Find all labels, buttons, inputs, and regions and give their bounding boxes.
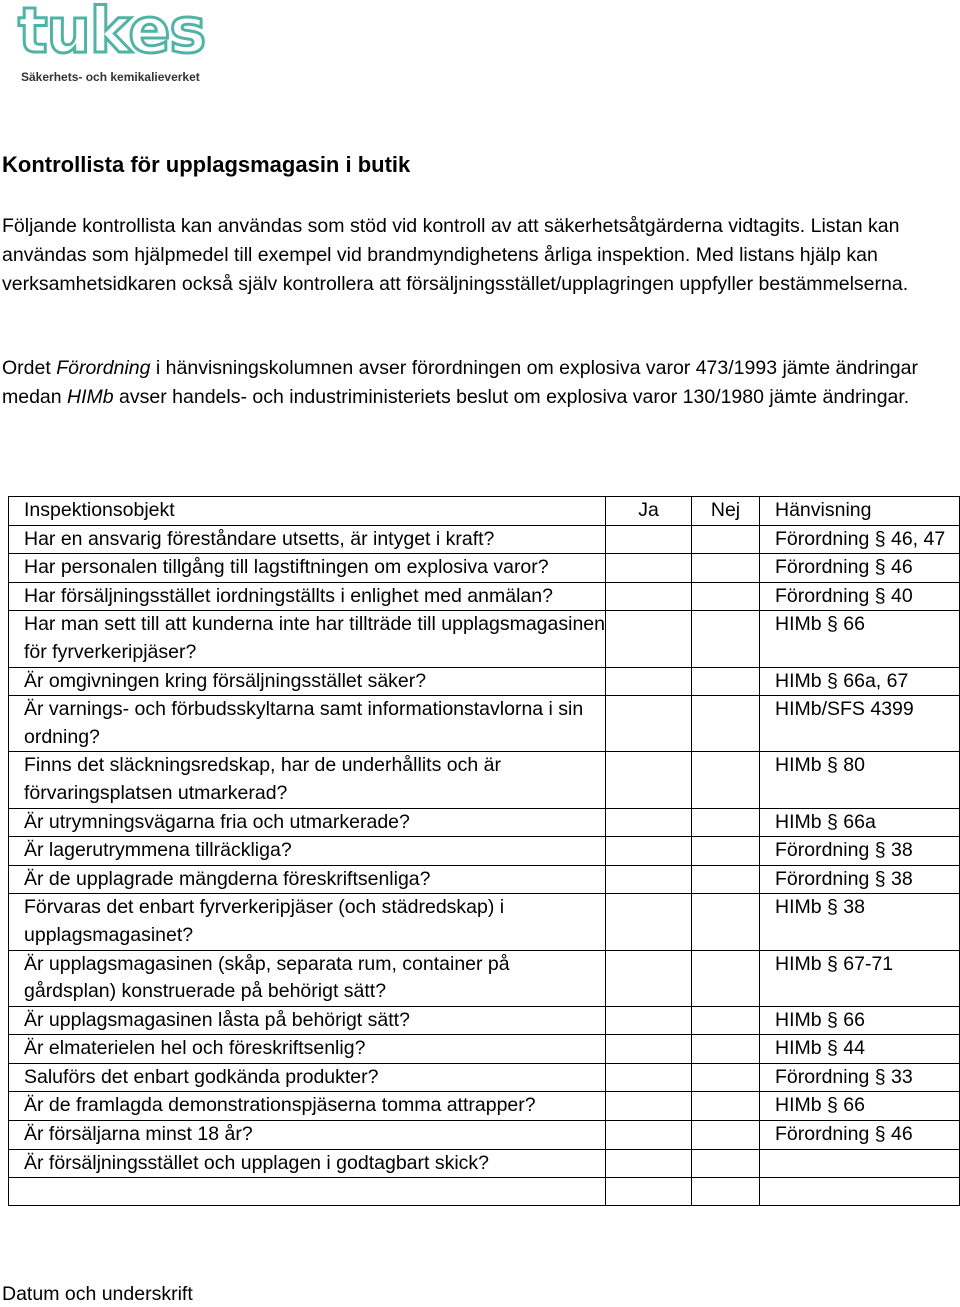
definition-text: avser handels- och industriministeriets beslut om explosiva varor 130/1980 jämte ändringar. xyxy=(113,386,910,408)
reference-cell: Förordning § 40 xyxy=(760,582,960,611)
inspection-item: Har personalen tillgång till lagstiftningen om explosiva varor? xyxy=(9,554,606,583)
table-row xyxy=(9,752,960,808)
table-row xyxy=(9,1006,960,1035)
reference-cell: Förordning § 46 xyxy=(760,1121,960,1150)
inspection-item: Har man sett till att kunderna inte har tillträde till upplagsmagasinen för fyrverkeripjäser? xyxy=(9,611,606,667)
yes-checkbox-cell[interactable] xyxy=(606,1149,692,1178)
no-checkbox-cell[interactable] xyxy=(692,950,760,1006)
yes-checkbox-cell[interactable] xyxy=(606,950,692,1006)
reference-cell: Förordning § 46, 47 xyxy=(760,525,960,554)
signature-label: Datum och underskrift xyxy=(2,1283,193,1305)
inspection-item xyxy=(9,1178,606,1206)
inspection-item: Är de framlagda demonstrationspjäserna tomma attrapper? xyxy=(9,1092,606,1121)
definition-text: Ordet xyxy=(2,357,57,379)
table-row xyxy=(9,667,960,696)
no-checkbox-cell[interactable] xyxy=(692,525,760,554)
definition-text: i hänvisningskolumnen avser förordningen om explosiva varor 473/1993 jämte ändringar medan xyxy=(2,357,918,408)
table-row xyxy=(9,1149,960,1178)
yes-checkbox-cell[interactable] xyxy=(606,1006,692,1035)
table-row xyxy=(9,894,960,950)
no-checkbox-cell[interactable] xyxy=(692,865,760,894)
tukes-logo xyxy=(18,0,206,86)
inspection-item: Är utrymningsvägarna fria och utmarkerade? xyxy=(9,808,606,837)
inspection-item: Är lagerutrymmena tillräckliga? xyxy=(9,837,606,866)
yes-checkbox-cell[interactable] xyxy=(606,837,692,866)
table-row xyxy=(9,554,960,583)
table-row xyxy=(9,808,960,837)
yes-checkbox-cell[interactable] xyxy=(606,554,692,583)
reference-cell: HIMb § 66 xyxy=(760,1006,960,1035)
reference-cell: Förordning § 46 xyxy=(760,554,960,583)
table-row xyxy=(9,837,960,866)
header-no: Nej xyxy=(692,497,760,526)
yes-checkbox-cell[interactable] xyxy=(606,1178,692,1206)
reference-cell: HIMb § 66 xyxy=(760,1092,960,1121)
no-checkbox-cell[interactable] xyxy=(692,582,760,611)
no-checkbox-cell[interactable] xyxy=(692,1149,760,1178)
reference-cell: HIMb § 67-71 xyxy=(760,950,960,1006)
yes-checkbox-cell[interactable] xyxy=(606,582,692,611)
inspection-item: Är elmaterielen hel och föreskriftsenlig? xyxy=(9,1035,606,1064)
inspection-checklist-table xyxy=(8,496,960,1206)
reference-cell: Förordning § 38 xyxy=(760,837,960,866)
reference-cell: HIMb § 80 xyxy=(760,752,960,808)
table-row xyxy=(9,1092,960,1121)
header-item: Inspektionsobjekt xyxy=(9,497,606,526)
term-forordning: Förordning xyxy=(56,357,151,379)
yes-checkbox-cell[interactable] xyxy=(606,525,692,554)
inspection-item: Är upplagsmagasinen (skåp, separata rum, container på gårdsplan) konstruerade på behörigt sätt? xyxy=(9,950,606,1006)
header-reference: Hänvisning xyxy=(760,497,960,526)
reference-cell: HIMb § 66a, 67 xyxy=(760,667,960,696)
no-checkbox-cell[interactable] xyxy=(692,837,760,866)
no-checkbox-cell[interactable] xyxy=(692,554,760,583)
page-title: Kontrollista för upplagsmagasin i butik xyxy=(2,152,411,177)
no-checkbox-cell[interactable] xyxy=(692,611,760,667)
reference-cell: HIMb § 38 xyxy=(760,894,960,950)
yes-checkbox-cell[interactable] xyxy=(606,808,692,837)
table-row xyxy=(9,1035,960,1064)
no-checkbox-cell[interactable] xyxy=(692,752,760,808)
no-checkbox-cell[interactable] xyxy=(692,1063,760,1092)
term-himb: HIMb xyxy=(67,386,114,408)
definition-paragraph xyxy=(2,354,942,412)
reference-cell: HIMb/SFS 4399 xyxy=(760,696,960,752)
inspection-item: Är försäljarna minst 18 år? xyxy=(9,1121,606,1150)
no-checkbox-cell[interactable] xyxy=(692,1092,760,1121)
table-row xyxy=(9,950,960,1006)
yes-checkbox-cell[interactable] xyxy=(606,1063,692,1092)
inspection-item: Finns det släckningsredskap, har de underhållits och är förvaringsplatsen utmarkerad? xyxy=(9,752,606,808)
inspection-item: Har en ansvarig föreståndare utsetts, är intyget i kraft? xyxy=(9,525,606,554)
yes-checkbox-cell[interactable] xyxy=(606,667,692,696)
yes-checkbox-cell[interactable] xyxy=(606,1121,692,1150)
inspection-item: Är de upplagrade mängderna föreskriftsenliga? xyxy=(9,865,606,894)
no-checkbox-cell[interactable] xyxy=(692,1178,760,1206)
yes-checkbox-cell[interactable] xyxy=(606,752,692,808)
yes-checkbox-cell[interactable] xyxy=(606,894,692,950)
no-checkbox-cell[interactable] xyxy=(692,894,760,950)
header-yes: Ja xyxy=(606,497,692,526)
table-row xyxy=(9,1178,960,1206)
reference-cell: Förordning § 33 xyxy=(760,1063,960,1092)
reference-cell: HIMb § 66a xyxy=(760,808,960,837)
no-checkbox-cell[interactable] xyxy=(692,667,760,696)
table-row xyxy=(9,582,960,611)
logo-wordmark: tukes xyxy=(18,0,206,67)
no-checkbox-cell[interactable] xyxy=(692,808,760,837)
table-row xyxy=(9,865,960,894)
no-checkbox-cell[interactable] xyxy=(692,1035,760,1064)
yes-checkbox-cell[interactable] xyxy=(606,1035,692,1064)
reference-cell: Förordning § 38 xyxy=(760,865,960,894)
table-row xyxy=(9,611,960,667)
table-row xyxy=(9,696,960,752)
yes-checkbox-cell[interactable] xyxy=(606,611,692,667)
no-checkbox-cell[interactable] xyxy=(692,1006,760,1035)
no-checkbox-cell[interactable] xyxy=(692,1121,760,1150)
table-row xyxy=(9,525,960,554)
inspection-item: Är försäljningsstället och upplagen i godtagbart skick? xyxy=(9,1149,606,1178)
reference-cell xyxy=(760,1178,960,1206)
reference-cell: HIMb § 44 xyxy=(760,1035,960,1064)
inspection-item: Är varnings- och förbudsskyltarna samt informationstavlorna i sin ordning? xyxy=(9,696,606,752)
yes-checkbox-cell[interactable] xyxy=(606,696,692,752)
yes-checkbox-cell[interactable] xyxy=(606,1092,692,1121)
table-row xyxy=(9,1121,960,1150)
inspection-item: Är omgivningen kring försäljningsstället säker? xyxy=(9,667,606,696)
reference-cell: HIMb § 66 xyxy=(760,611,960,667)
no-checkbox-cell[interactable] xyxy=(692,696,760,752)
inspection-item: Har försäljningsstället iordningställts i enlighet med anmälan? xyxy=(9,582,606,611)
table-row xyxy=(9,1063,960,1092)
inspection-item: Är upplagsmagasinen låsta på behörigt sätt? xyxy=(9,1006,606,1035)
table-header-row xyxy=(9,497,960,526)
logo-subtitle: Säkerhets- och kemikalieverket xyxy=(21,70,200,84)
reference-cell xyxy=(760,1149,960,1178)
yes-checkbox-cell[interactable] xyxy=(606,865,692,894)
intro-paragraph: Följande kontrollista kan användas som stöd vid kontroll av att säkerhetsåtgärderna vidtagits. Listan kan användas som hjälpmedel till exempel vid brandmyndighetens årliga inspektion. Med listans hjälp kan verksamhetsidkaren också själv kontrollera att försäljningsstället/upplagringen uppfyller bestämmelserna. xyxy=(2,215,909,295)
inspection-item: Förvaras det enbart fyrverkeripjäser (och städredskap) i upplagsmagasinet? xyxy=(9,894,606,950)
inspection-item: Saluförs det enbart godkända produkter? xyxy=(9,1063,606,1092)
